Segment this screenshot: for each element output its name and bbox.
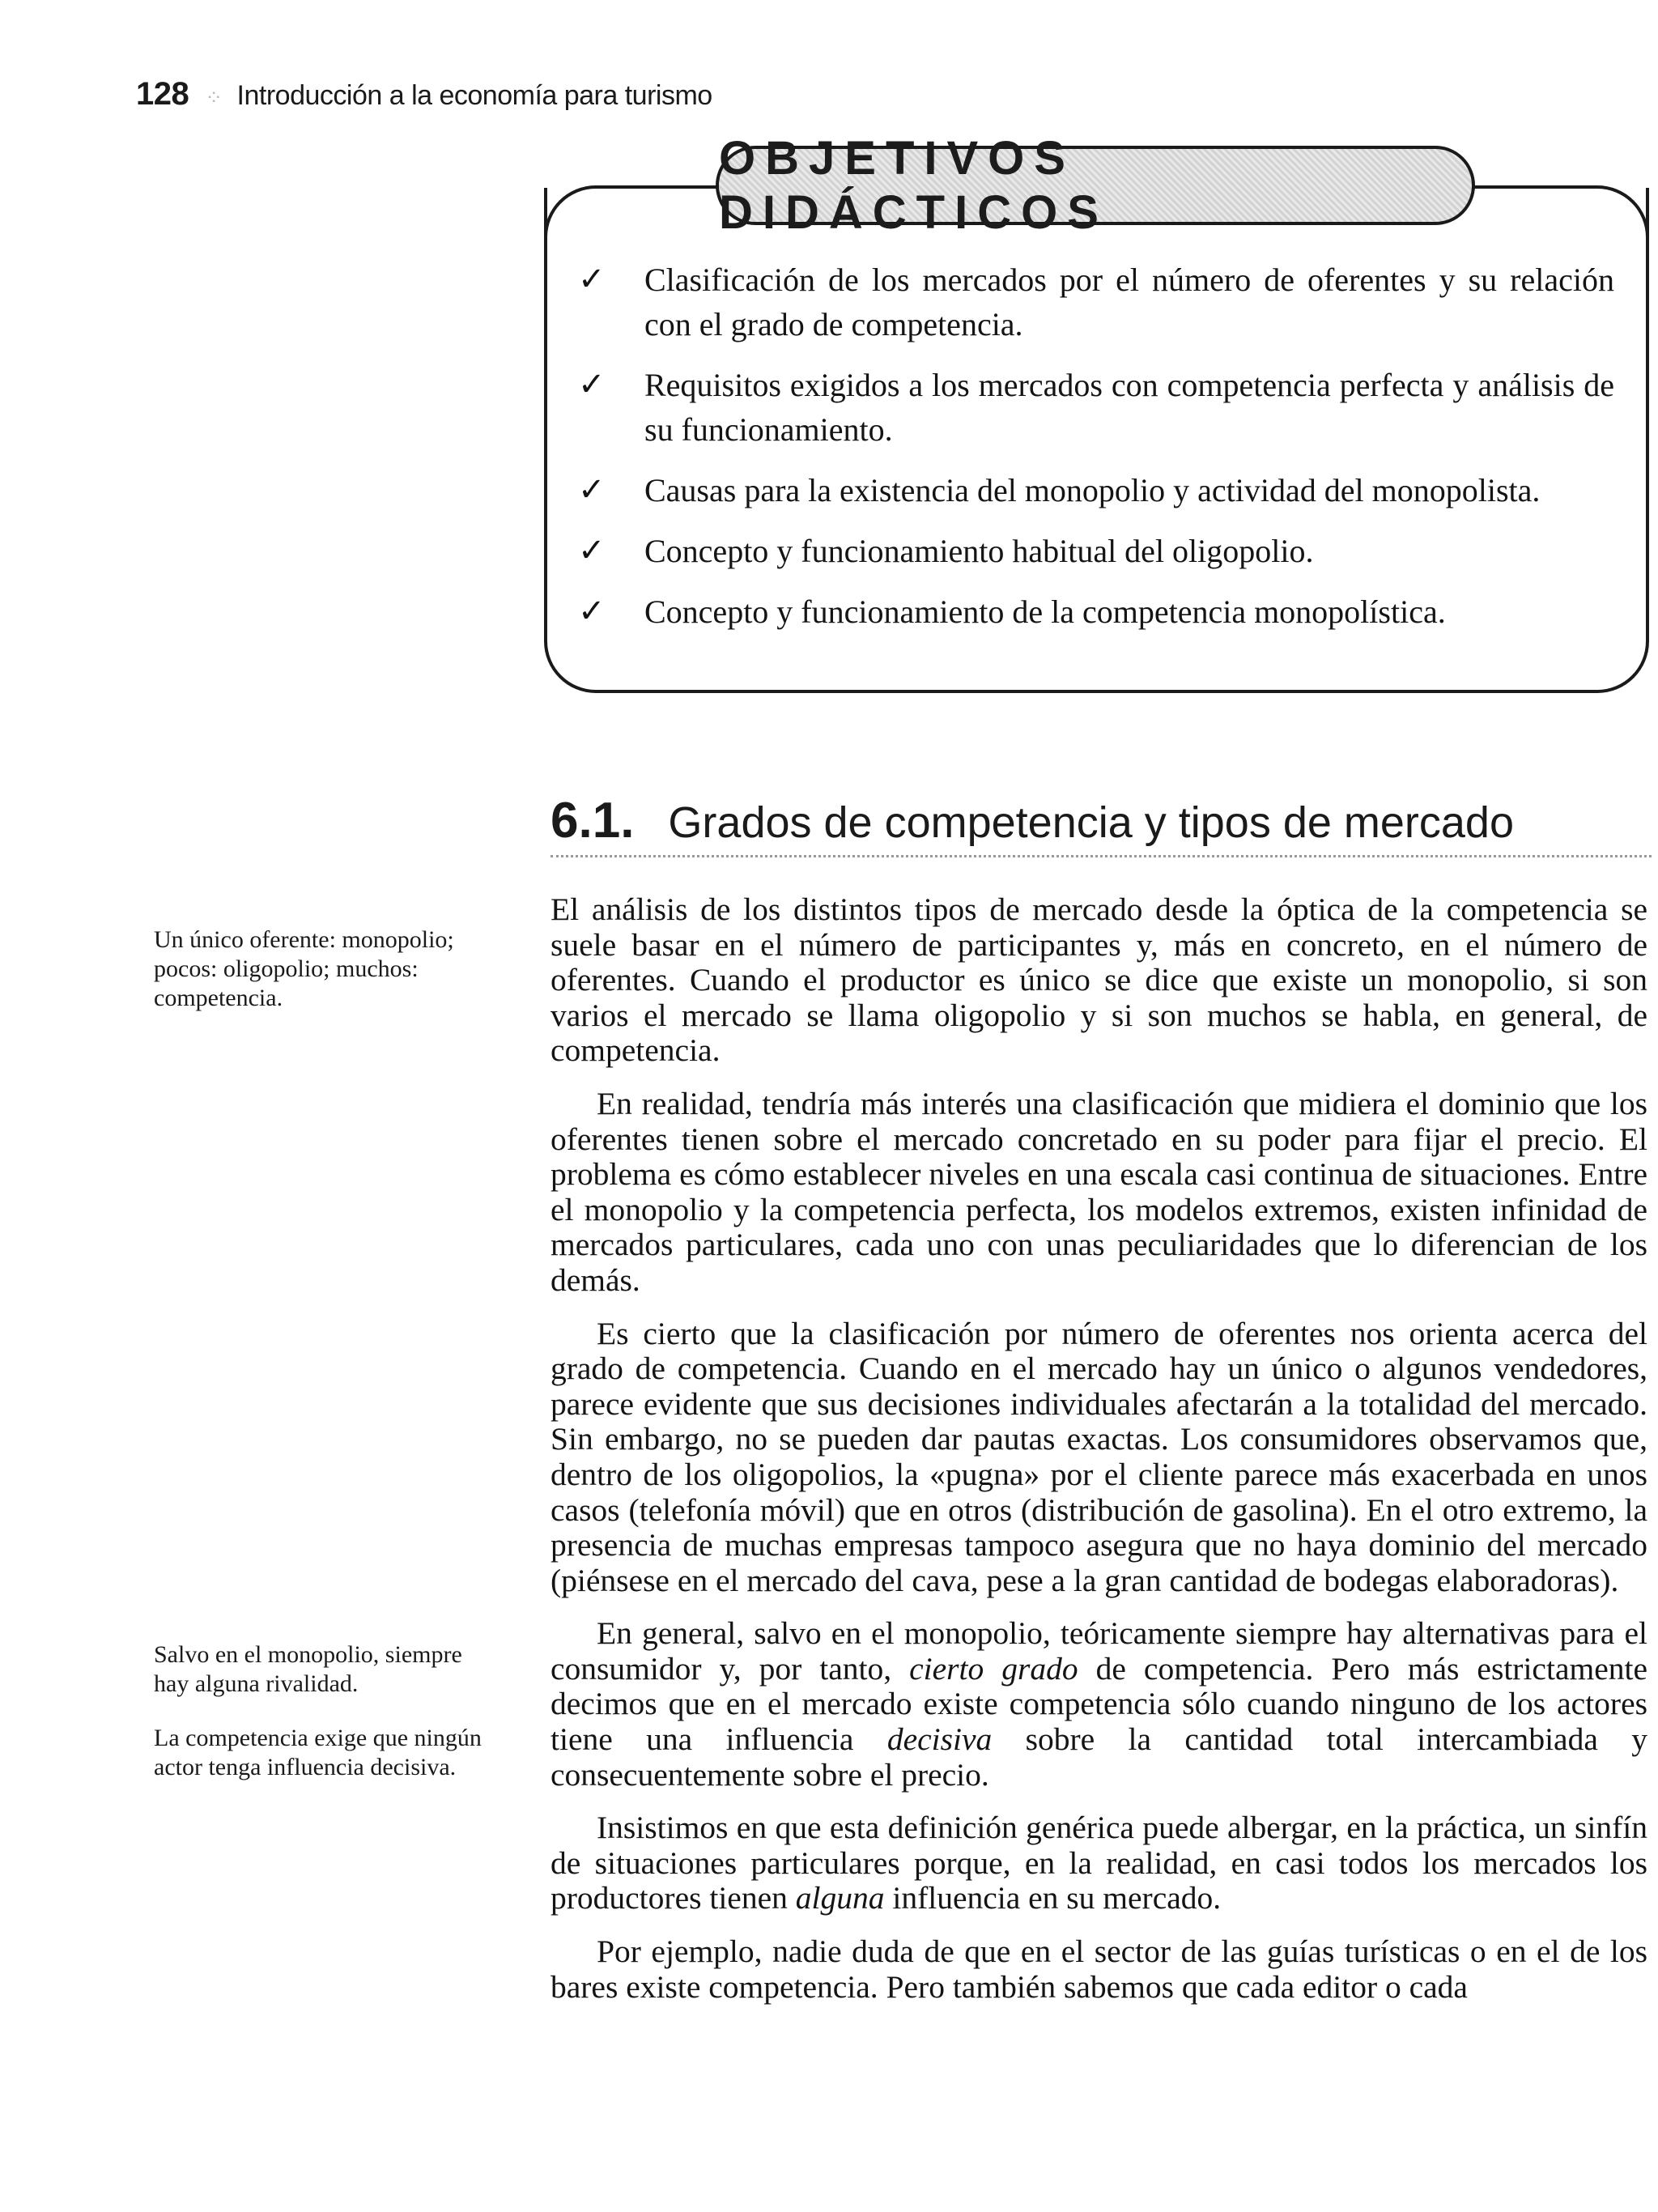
objectives-title: OBJETIVOS DIDÁCTICOS xyxy=(719,132,1108,239)
section-number: 6.1. xyxy=(551,793,635,849)
check-icon: ✓ xyxy=(578,532,606,569)
objectives-list xyxy=(578,257,1614,650)
section-heading xyxy=(551,792,1652,849)
check-icon: ✓ xyxy=(578,471,606,508)
paragraph-text: sobre la cantidad total intercambiada y consecuentemente sobre el precio. xyxy=(551,1721,1647,1793)
emphasis: decisiva xyxy=(886,1721,993,1758)
objective-text: Causas para la existencia del monopolio y actividad del monopolista. xyxy=(644,472,1541,508)
page-number: 128 xyxy=(136,76,189,112)
paragraph: El análisis de los distintos tipos de mercado desde la óptica de la competencia se suele basar en el número de participantes y, más en concreto, en el número de oferentes. Cuando el productor es único se dice que existe un monopolio, si son varios el mercado se llama oligopolio y si son muchos se habla, en general, de competencia. xyxy=(551,891,1647,1069)
paragraph: Por ejemplo, nadie duda de que en el sector de las guías turísticas o en el de los bares existe competencia. Pero también sabemos que cada editor o cada xyxy=(551,1933,1647,2005)
objective-text: Concepto y funcionamiento habitual del oligopolio. xyxy=(644,533,1314,569)
objective-item xyxy=(578,589,1614,634)
objectives-banner xyxy=(716,132,1475,239)
paragraph-text: de competencia. Pero más estrictamente decimos que en el mercado existe competencia sólo cuando ninguno de los actores tiene una influencia xyxy=(551,1650,1647,1758)
emphasis: cierto grado xyxy=(909,1650,1078,1687)
paragraph: En realidad, tendría más interés una clasificación que midiera el dominio que los oferentes tienen sobre el mercado concretado en su poder para fijar el precio. El problema es cómo establecer niveles en una escala casi continua de situaciones. Entre el monopolio y la competencia perfecta, los modelos extremos, existen infinidad de mercados particulares, cada uno con unas peculiaridades que lo diferencian de los demás. xyxy=(551,1085,1647,1298)
body-text xyxy=(551,892,1647,2005)
objective-item xyxy=(578,468,1614,513)
section-title: Grados de competencia y tipos de mercado xyxy=(668,798,1514,847)
check-icon: ✓ xyxy=(578,366,606,403)
section-divider xyxy=(551,855,1652,857)
objectives-box-corner-right xyxy=(1469,185,1649,266)
objective-item xyxy=(578,363,1614,452)
objective-text: Concepto y funcionamiento de la competencia monopolística. xyxy=(644,593,1446,630)
paragraph xyxy=(551,1616,1647,1793)
margin-note-oferentes: Un único oferente: monopolio; pocos: oligopolio; muchos: competencia. xyxy=(154,926,454,1011)
separator-icon: ⁘ xyxy=(205,85,223,109)
margin-note-influencia: La competencia exige que ningún actor tenga influencia decisiva. xyxy=(154,1725,482,1780)
objective-text: Clasificación de los mercados por el número de oferentes y su relación con el grado de competencia. xyxy=(644,262,1614,342)
paragraph xyxy=(551,1810,1647,1916)
paragraph-text: En general, salvo en el monopolio, teóricamente siempre hay alternativas para el consumidor y, por tanto, xyxy=(551,1615,1647,1687)
objective-item xyxy=(578,257,1614,347)
paragraph-text: influencia en su mercado. xyxy=(884,1880,1222,1916)
objective-item xyxy=(578,529,1614,573)
paragraph: Es cierto que la clasificación por número de oferentes nos orienta acerca del grado de competencia. Cuando en el mercado hay un único o algunos vendedores, parece evidente que sus decisiones individuales afectarán a la totalidad del mercado. Sin embargo, no se pueden dar pautas exactas. Los consumidores observamos que, dentro de los oligopolios, la «pugna» por el cliente parece más exacerbada en unos casos (telefonía móvil) que en otros (distribución de gasolina). En el otro extremo, la presencia de muchas empresas tampoco asegura que no haya dominio del mercado (piénsese en el mercado del cava, pese a la gran cantidad de bodegas elaboradoras). xyxy=(551,1315,1647,1598)
check-icon: ✓ xyxy=(578,593,606,630)
check-icon: ✓ xyxy=(578,261,606,298)
margin-note-rivalidad: Salvo en el monopolio, siempre hay alguna rivalidad. xyxy=(154,1641,462,1697)
objective-text: Requisitos exigidos a los mercados con competencia perfecta y análisis de su funcionamiento. xyxy=(644,367,1614,448)
emphasis: alguna xyxy=(795,1880,885,1916)
objectives-box-corner-left xyxy=(544,185,722,266)
book-title: Introducción a la economía para turismo xyxy=(236,80,712,111)
paragraph-text: Insistimos en que esta definición genérica puede albergar, en la práctica, un sinfín de situaciones particulares porque, en la realidad, en casi todos los mercados los productores tienen xyxy=(551,1810,1647,1916)
running-head xyxy=(136,76,712,113)
